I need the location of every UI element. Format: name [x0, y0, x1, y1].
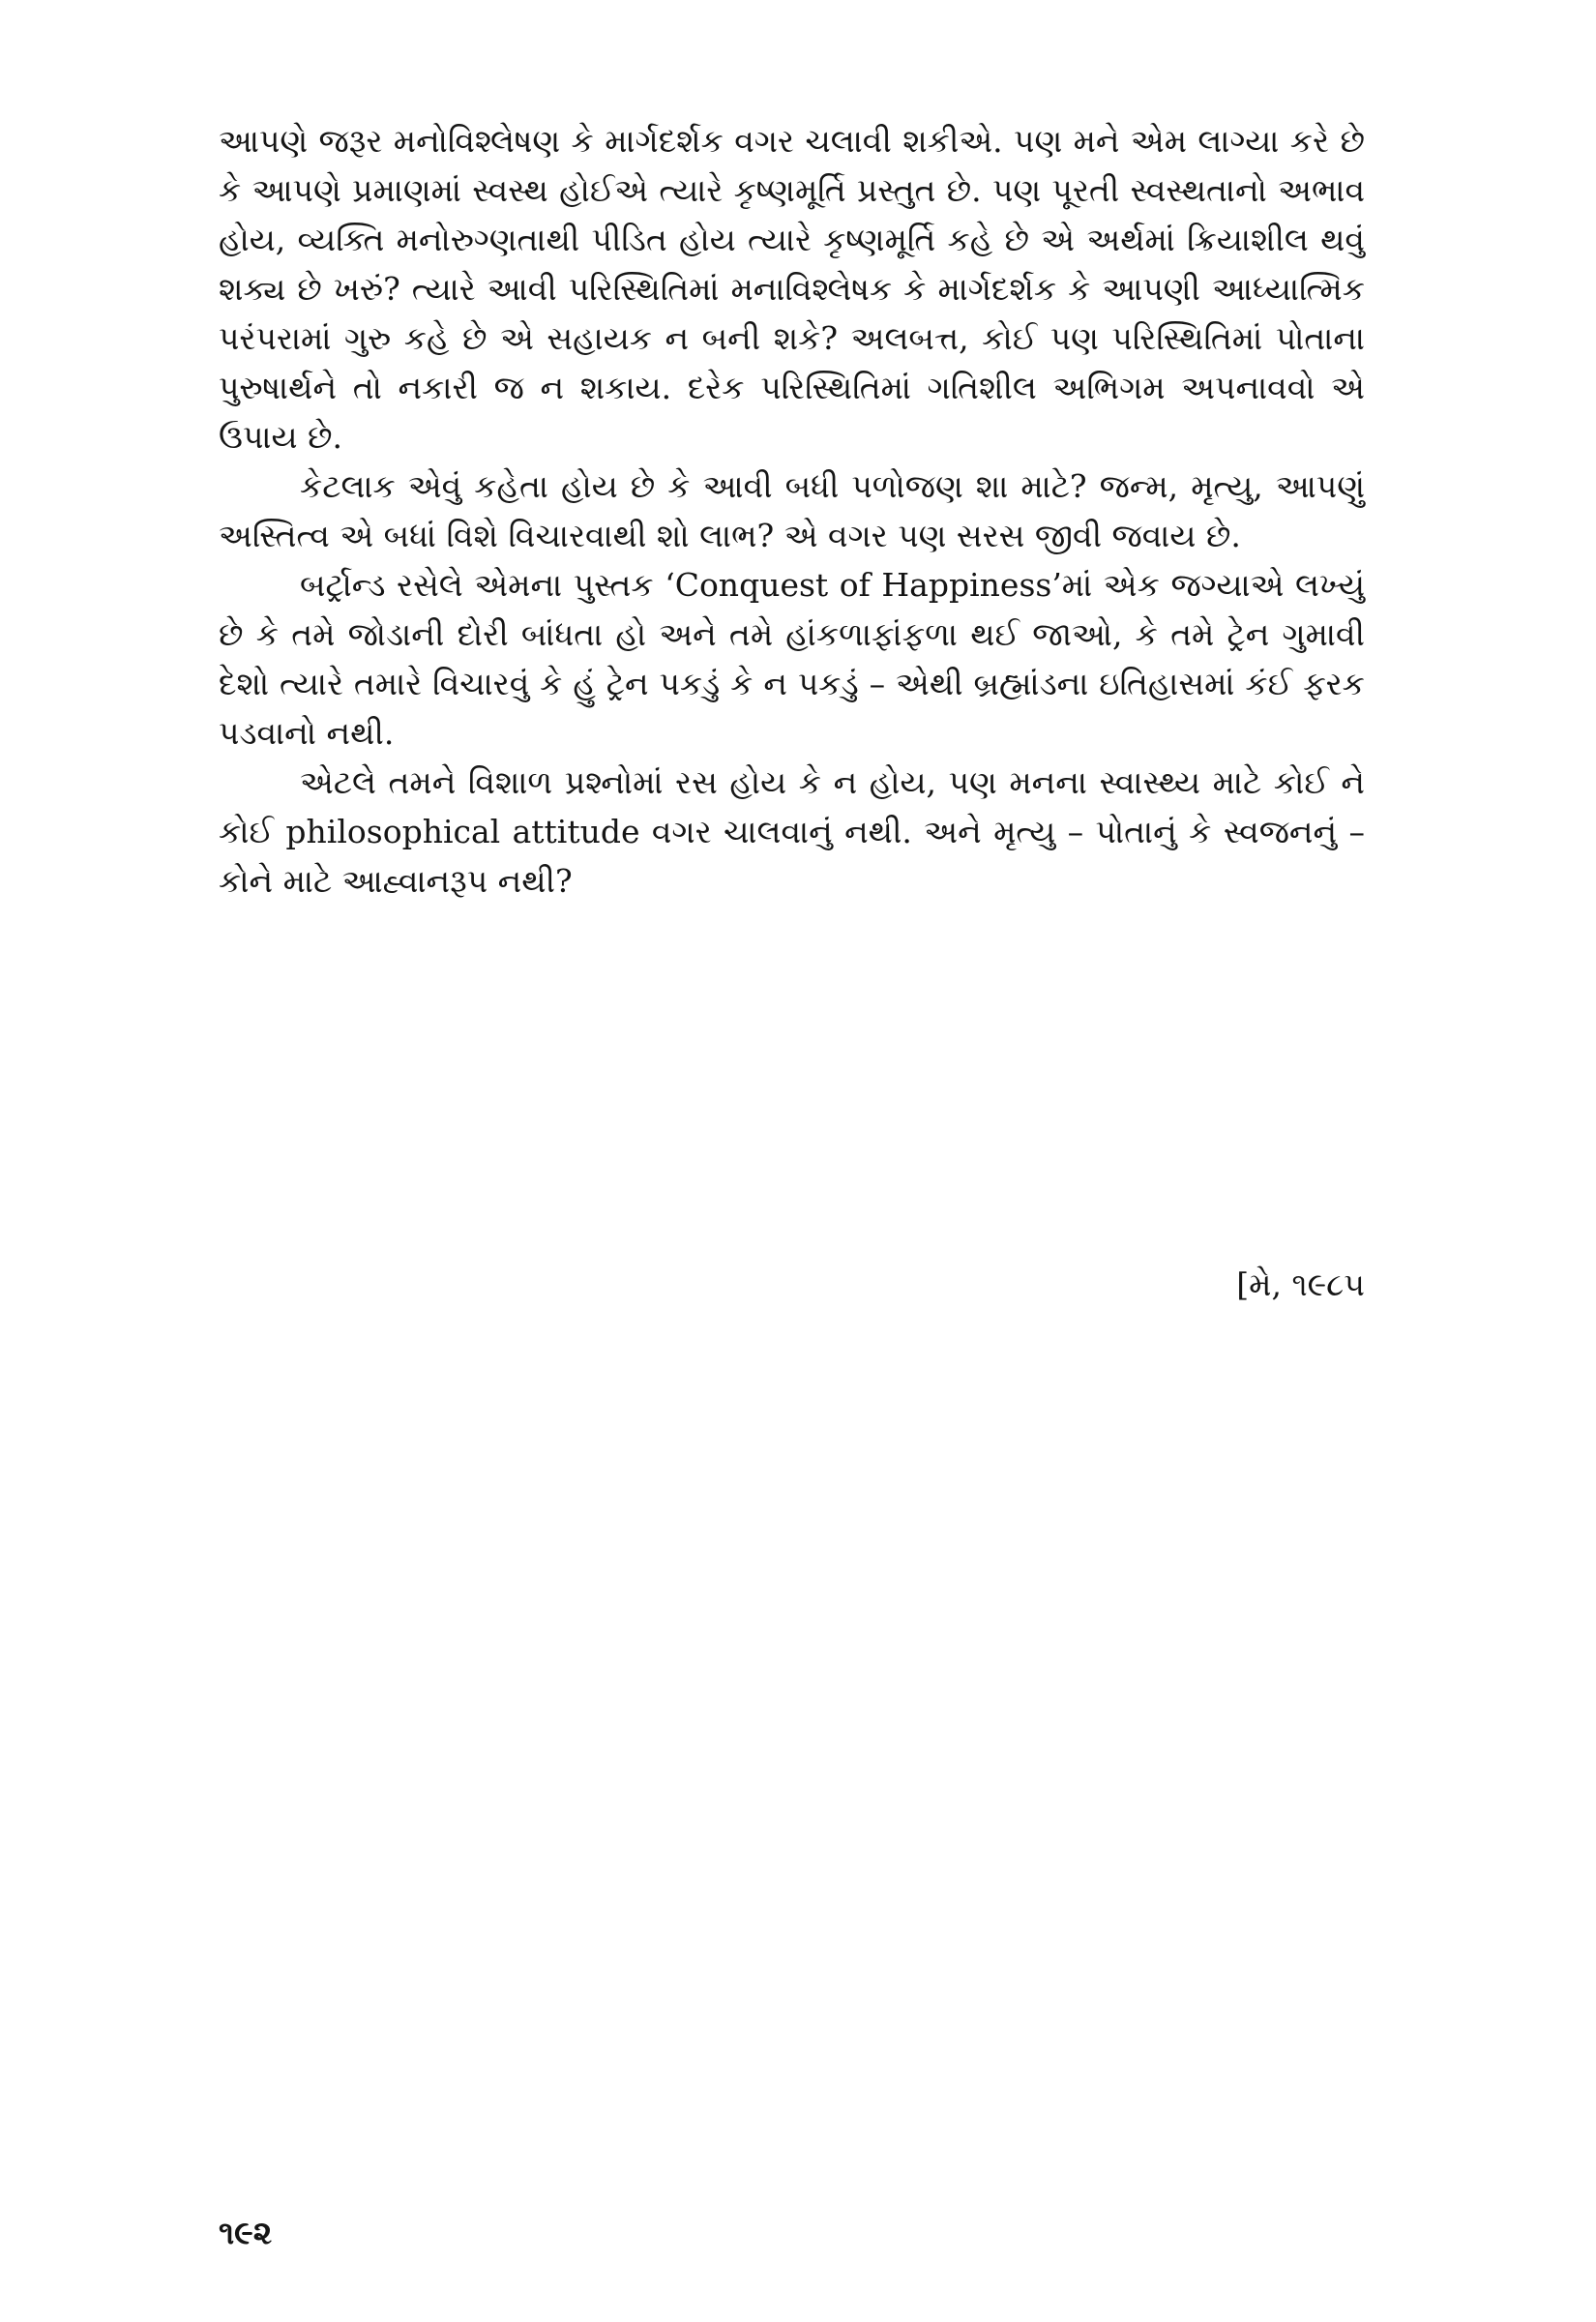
paragraph-2: કેટલાક એવું કહેતા હોય છે કે આવી બધી પળોજણ શા માટે? જન્મ, મૃત્યુ, આપણું અસ્તિત્વ એ બધાં વિશે વિચારવાથી શો લાભ? એ વગર પણ સરસ જીવી જવાય છે. — [219, 467, 1365, 554]
page-number: ૧૯૨ — [219, 2214, 273, 2251]
dateline: [મે, ૧૯૮૫ — [1236, 1265, 1365, 1303]
paragraph-3: બર્ટ્રાન્ડ રસેલે એમના પુસ્તક ‘Conquest of Happiness’માં એક જગ્યાએ લખ્યું છે કે તમે જોડાની દોરી બાંધતા હો અને તમે હાંકળાફાંફળા થઈ જાઓ, કે તમે ટ્રેન ગુમાવી દેશો ત્યારે તમારે વિચારવું કે હું ટ્રેન પકડું કે ન પકડું – એથી બ્રહ્માંડના ઇતિહાસમાં કંઈ ફરક પડવાનો નથી. — [219, 566, 1365, 752]
paragraph-1: આપણે જરૂર મનોવિશ્લેષણ કે માર્ગદર્શક વગર ચલાવી શકીએ. પણ મને એમ લાગ્યા કરે છે કે આપણે પ્રમાણમાં સ્વસ્થ હોઈએ ત્યારે કૃષ્ણમૂર્તિ પ્રસ્તુત છે. પણ પૂરતી સ્વસ્થતાનો અભાવ હોય, વ્યક્તિ મનોરુગ્ણતાથી પીડિત હોય ત્યારે કૃષ્ણમૂર્તિ કહે છે એ અર્થમાં ક્રિયાશીલ થવું શક્ય છે ખરું? ત્યારે આવી પરિસ્થિતિમાં મનાવિશ્લેષક કે માર્ગદર્શક કે આપણી આધ્યાત્મિક પરંપરામાં ગુરુ કહે છે એ સહાયક ન બની શકે? અલબત્ત, કોઈ પણ પરિસ્થિતિમાં પોતાના પુરુષાર્થને તો નકારી જ ન શકાય. દરેક પરિસ્થિતિમાં ગતિશીલ અભિગમ અપનાવવો એ ઉપાય છે. — [219, 122, 1365, 456]
paragraph-4: એટલે તમને વિશાળ પ્રશ્નોમાં રસ હોય કે ન હોય, પણ મનના સ્વાસ્થ્ય માટે કોઈ ને કોઈ philosophical attitude વગર ચાલવાનું નથી. અને મૃત્યુ – પોતાનું કે સ્વજનનું – કોને માટે આહ્વાનરૂપ નથી? — [219, 763, 1365, 900]
body-text — [219, 116, 1365, 906]
